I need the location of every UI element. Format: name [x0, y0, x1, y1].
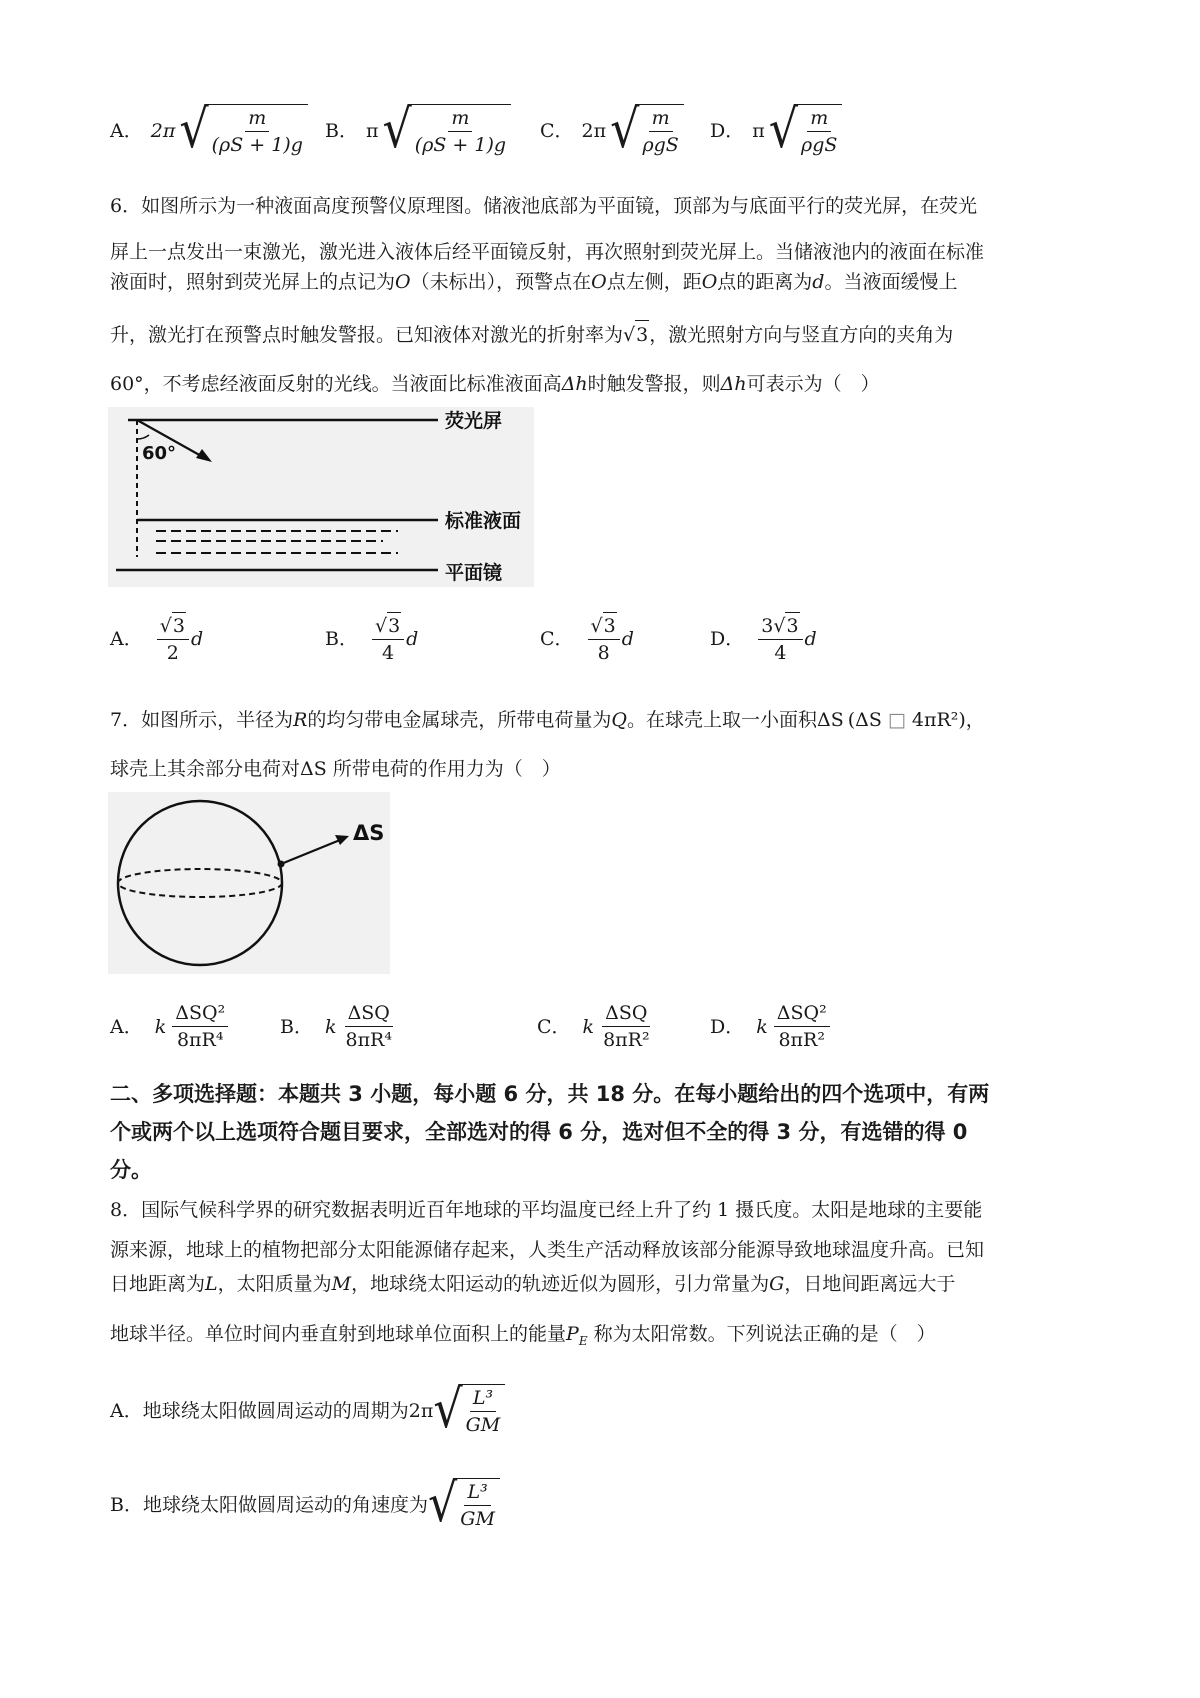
q8-line-3: 日地距离为L，太阳质量为M，地球绕太阳运动的轨迹近似为圆形，引力常量为G，日地间距离远大于 [110, 1273, 956, 1295]
q5-option-b-label: B． [325, 120, 358, 142]
label-standard: 标准液面 [445, 510, 522, 532]
q8-option-a: A．地球绕太阳做圆周运动的周期为 2π √ $\frac{\text{L³}}{GM}$ [110, 1384, 505, 1438]
q5-option-d-label: D． [710, 120, 745, 142]
q5-option-c-label: C． [540, 120, 574, 142]
section-2-heading-line-1: 二、多项选择题：本题共 3 小题，每小题 6 分，共 18 分。在每小题给出的四个选项中，有两 [110, 1082, 990, 1106]
q6-option-c: C． $\frac{√3}{8}$ d [540, 612, 634, 666]
liquid-level-svg [108, 407, 534, 587]
q6-line-1: 6．如图所示为一种液面高度预警仪原理图。储液池底部为平面镜，顶部为与底面平行的荧光屏，在荧光 [110, 195, 978, 217]
q8-line-1: 8．国际气候科学界的研究数据表明近百年地球的平均温度已经上升了约 1 摄氏度。太阳是地球的主要能 [110, 1199, 983, 1221]
q5-option-b [325, 97, 511, 160]
q5-option-c [540, 97, 684, 160]
q7-option-c: C． k $\frac{\text{ΔSQ}}{\text{8πR²}}$ [537, 1002, 650, 1051]
delta-s-label: ΔS [353, 821, 385, 845]
q8-line-2: 源来源，地球上的植物把部分太阳能源储存起来，人类生产活动释放该部分能源导致地球温度升高。已知 [110, 1239, 985, 1261]
q5-option-c-sqrt: √ $\frac{m}{\text{ρgS}}$ [610, 104, 684, 158]
q7-option-d: D． k $\frac{\text{ΔSQ²}}{\text{8πR²}}$ [710, 1000, 830, 1053]
section-2-heading-line-2: 个或两个以上选项符合题目要求，全部选对的得 6 分，选对但不全的得 3 分，有选错的得 0 [110, 1120, 968, 1144]
q7-line-2: 球壳上其余部分电荷对ΔS 所带电荷的作用力为（ ） [110, 758, 561, 780]
normal-arrow [281, 840, 340, 864]
q5-option-a [110, 97, 308, 160]
laser-arrowhead [196, 449, 212, 462]
q5-option-c-coef: 2π [581, 120, 607, 142]
q5-option-d-sqrt: √ $\frac{m}{\text{ρgS}}$ [769, 104, 843, 158]
q5-option-d [710, 97, 842, 160]
q6-line-3: 液面时，照射到荧光屏上的点记为O（未标出），预警点在O点左侧，距O点的距离为d。当液面缓慢上 [110, 271, 958, 293]
q6-option-a: A． $\frac{√3}{2}$ d [110, 612, 203, 666]
sphere-diagram [108, 792, 390, 974]
q5-option-b-coef: π [365, 120, 379, 142]
liquid-level-diagram [108, 407, 534, 587]
q7-option-b: B． k $\frac{\text{ΔSQ}}{\text{8πR⁴}}$ [280, 1002, 392, 1051]
angle-arc [137, 435, 149, 439]
section-2-heading-line-3: 分。 [110, 1158, 152, 1182]
q7-line-1: 7．如图所示，半径为R的均匀带电金属球壳，所带电荷量为Q。在球壳上取一小面积ΔS (ΔS □ 4πR²)， [110, 709, 985, 731]
q8-option-b: B．地球绕太阳做圆周运动的角速度为 √ $\frac{\text{L³}}{GM}$ [110, 1478, 500, 1532]
q7-option-a: A． k $\frac{\text{ΔSQ²}}{\text{8πR⁴}}$ [110, 1000, 228, 1053]
label-mirror: 平面镜 [445, 562, 503, 584]
q5-option-a-label: A． [110, 120, 143, 142]
q6-line-2: 屏上一点发出一束激光，激光进入液体后经平面镜反射，再次照射到荧光屏上。当储液池内的液面在标准 [110, 241, 985, 263]
q6-line-5: 60°，不考虑经液面反射的光线。当液面比标准液面高Δh时触发警报，则Δh可表示为（ ） [110, 373, 880, 395]
angle-label: 60° [142, 443, 177, 464]
q5-option-a-coef: 2π [150, 120, 176, 142]
q5-option-d-coef: π [752, 120, 765, 142]
label-screen: 荧光屏 [445, 410, 503, 432]
sphere-svg [108, 792, 390, 974]
sphere-equator-dashed [118, 869, 282, 897]
q6-line-4: 升，激光打在预警点时触发警报。已知液体对激光的折射率为√3，激光照射方向与竖直方向的夹角为 [110, 320, 953, 349]
q8-line-4: 地球半径。单位时间内垂直射到地球单位面积上的能量$P_E$ 称为太阳常数。下列说法正确的是（ ） [110, 1323, 936, 1348]
q6-option-b: B． $\frac{√3}{4}$ d [325, 612, 418, 666]
q5-option-a-sqrt: √ $\frac{m}{(\rho S + 1)g}$ [179, 104, 308, 158]
q5-option-b-sqrt: √ $\frac{m}{(\rho S + 1)g}$ [382, 104, 511, 158]
sphere-outline [118, 801, 282, 965]
q6-option-d: D． $\frac{3√3}{4}$ d [710, 612, 817, 666]
